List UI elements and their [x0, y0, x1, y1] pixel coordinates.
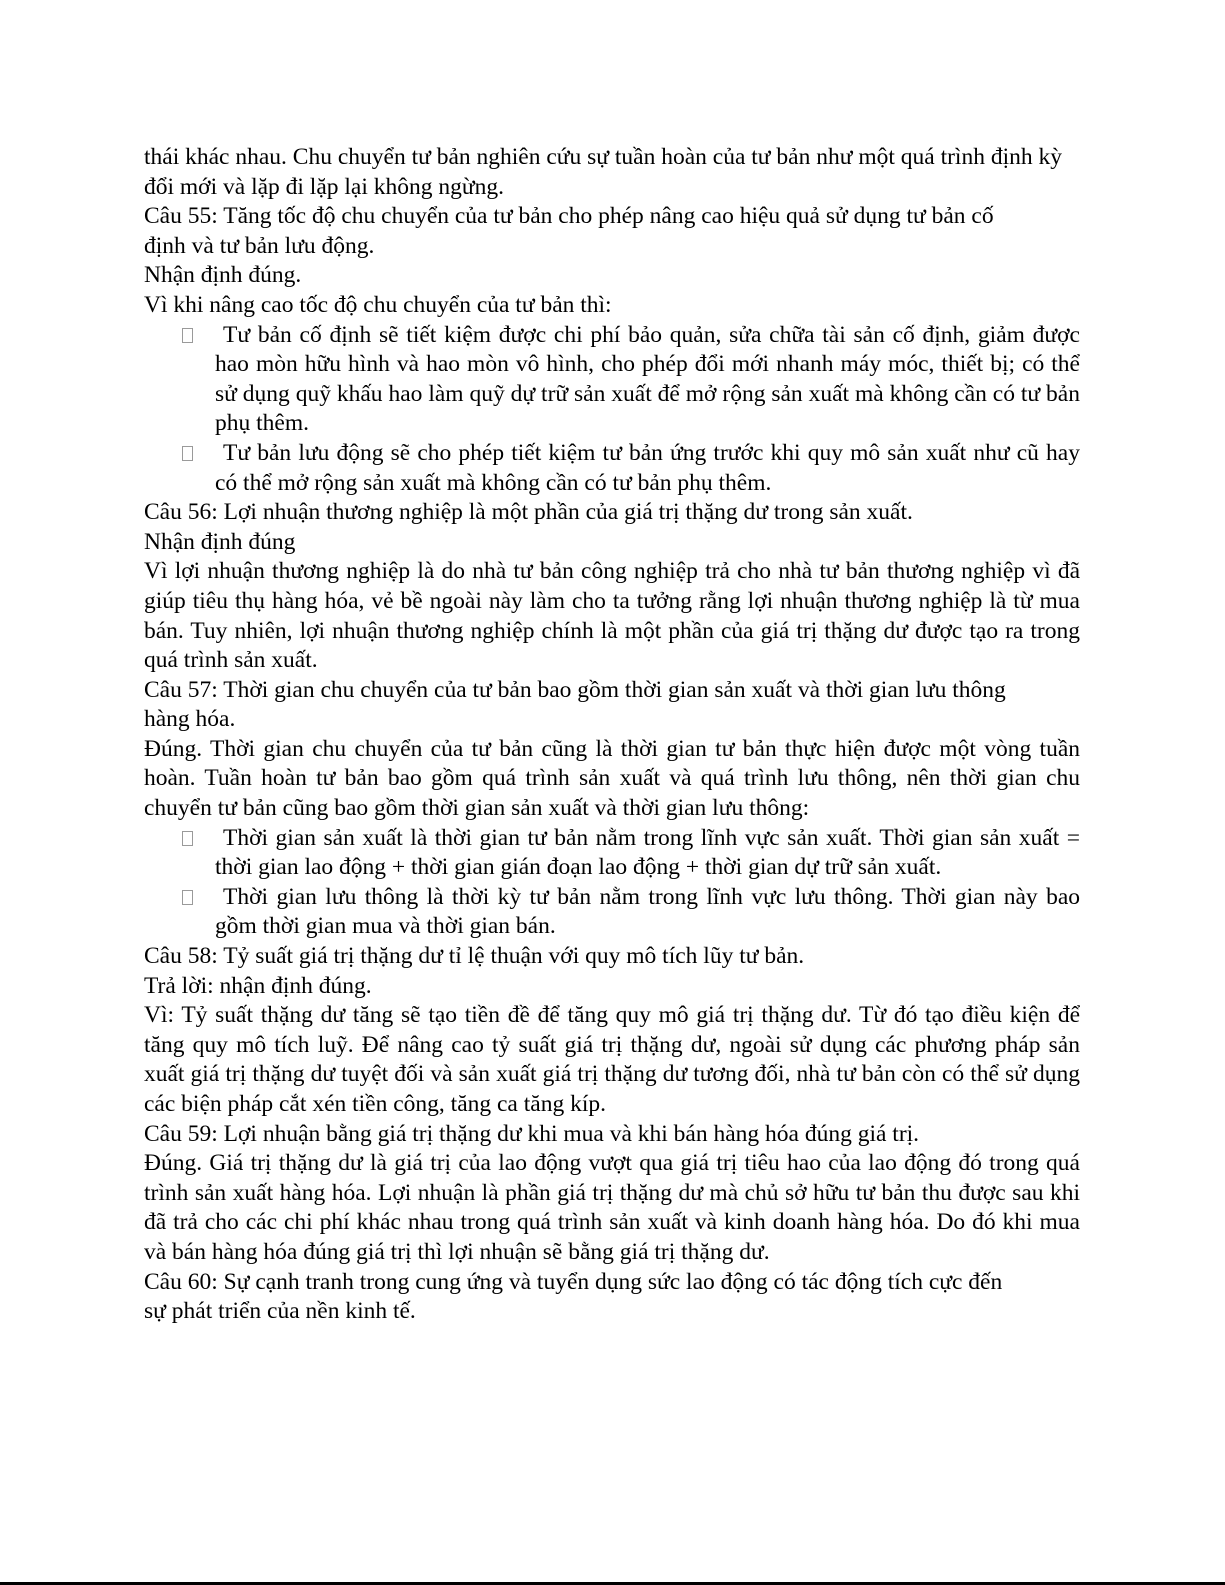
paragraph: Đúng. Giá trị thặng dư là giá trị của lao động vượt qua giá trị tiêu hao của lao động đó trong quá trình sản xuất hàng hóa. Lợi nhuận là phần giá trị thặng dư mà chủ sở hữu tư bản thu được sau khi đã trả cho các chi phí khác nhau trong quá trình sản xuất và kinh doanh hàng hóa. Do đó khi mua và bán hàng hóa đúng giá trị thì lợi nhuận sẽ bằng giá trị thặng dư. — [144, 1150, 1080, 1265]
paragraph: Đúng. Thời gian chu chuyển của tư bản cũng là thời gian tư bản thực hiện được một vòng tuần hoàn. Tuần hoàn tư bản bao gồm quá trình sản xuất và quá trình lưu thông, nên thời gian chu chuyển tư bản cũng bao gồm thời gian sản xuất và thời gian lưu thông: — [144, 735, 1080, 822]
bullet-text: Thời gian sản xuất là thời gian tư bản nằm trong lĩnh vực sản xuất. Thời gian sản xuất = thời gian lao động + thời gian gián đoạn lao động + thời gian dự trữ sản xuất. — [215, 824, 1080, 881]
bullet-text: Tư bản lưu động sẽ cho phép tiết kiệm tư bản ứng trước khi quy mô sản xuất như cũ hay có thể mở rộng sản xuất mà không cần có tư bản phụ thêm. — [215, 439, 1080, 496]
bullet-item — [144, 883, 1080, 942]
bullet-text: Tư bản cố định sẽ tiết kiệm được chi phí bảo quản, sửa chữa tài sản cố định, giảm được hao mòn hữu hình và hao mòn vô hình, cho phép đổi mới nhanh máy móc, thiết bị; có thể sử dụng quỹ khấu hao làm quỹ dự trữ sản xuất để mở rộng sản xuất mà không cần có tư bản phụ thêm. — [215, 321, 1080, 437]
answer-verdict: Nhận định đúng — [144, 528, 296, 555]
bullet-item — [144, 824, 1080, 883]
bullet-box-icon — [182, 446, 193, 461]
question-58: Câu 58: Tỷ suất giá trị thặng dư tỉ lệ thuận với quy mô tích lũy tư bản. — [144, 943, 805, 970]
question-56: Câu 56: Lợi nhuận thương nghiệp là một phần của giá trị thặng dư trong sản xuất. — [144, 499, 913, 526]
question-59: Câu 59: Lợi nhuận bằng giá trị thặng dư khi mua và khi bán hàng hóa đúng giá trị. — [144, 1120, 920, 1147]
question-55: Câu 55: Tăng tốc độ chu chuyển của tư bản cho phép nâng cao hiệu quả sử dụng tư bản cố định và tư bản lưu động. — [144, 203, 994, 259]
paragraph: Vì: Tỷ suất thặng dư tăng sẽ tạo tiền đề để tăng quy mô giá trị thặng dư. Từ đó tạo điều kiện để tăng quy mô tích luỹ. Để nâng cao tỷ suất giá trị thặng dư, ngoài sử dụng các phương pháp sản xuất giá trị thặng dư tuyệt đối và sản xuất giá trị thặng dư tương đối, nhà tư bản còn có thể sử dụng các biện pháp cắt xén tiền công, tăng ca tăng kíp. — [144, 1002, 1080, 1117]
question-57: Câu 57: Thời gian chu chuyển của tư bản bao gồm thời gian sản xuất và thời gian lưu thông hàng hóa. — [144, 676, 1006, 733]
bullet-text: Thời gian lưu thông là thời kỳ tư bản nằm trong lĩnh vực lưu thông. Thời gian này bao gồm thời gian mua và thời gian bán. — [215, 883, 1080, 940]
paragraph: Vì lợi nhuận thương nghiệp là do nhà tư bản công nghiệp trả cho nhà tư bản thương nghiệp vì đã giúp tiêu thụ hàng hóa, vẻ bề ngoài này làm cho ta tưởng rằng lợi nhuận thương nghiệp là từ mua bán. Tuy nhiên, lợi nhuận thương nghiệp chính là một phần của giá trị thặng dư được tạo ra trong quá trình sản xuất. — [144, 558, 1080, 674]
paragraph: thái khác nhau. Chu chuyển tư bản nghiên cứu sự tuần hoàn của tư bản như một quá trình định kỳ đổi mới và lặp đi lặp lại không ngừng. — [144, 144, 1062, 200]
bullet-item — [144, 439, 1080, 498]
bullet-box-icon — [182, 328, 193, 343]
answer-verdict: Trả lời: nhận định đúng. — [144, 972, 372, 999]
question-60: Câu 60: Sự cạnh tranh trong cung ứng và tuyển dụng sức lao động có tác động tích cực đến sự phát triển của nền kinh tế. — [144, 1268, 1003, 1325]
bullet-box-icon — [182, 831, 193, 846]
bullet-box-icon — [182, 890, 193, 905]
bullet-item — [144, 321, 1080, 439]
answer-verdict: Nhận định đúng. — [144, 262, 302, 289]
paragraph: Vì khi nâng cao tốc độ chu chuyển của tư bản thì: — [144, 291, 612, 318]
document-page — [144, 143, 1080, 1327]
